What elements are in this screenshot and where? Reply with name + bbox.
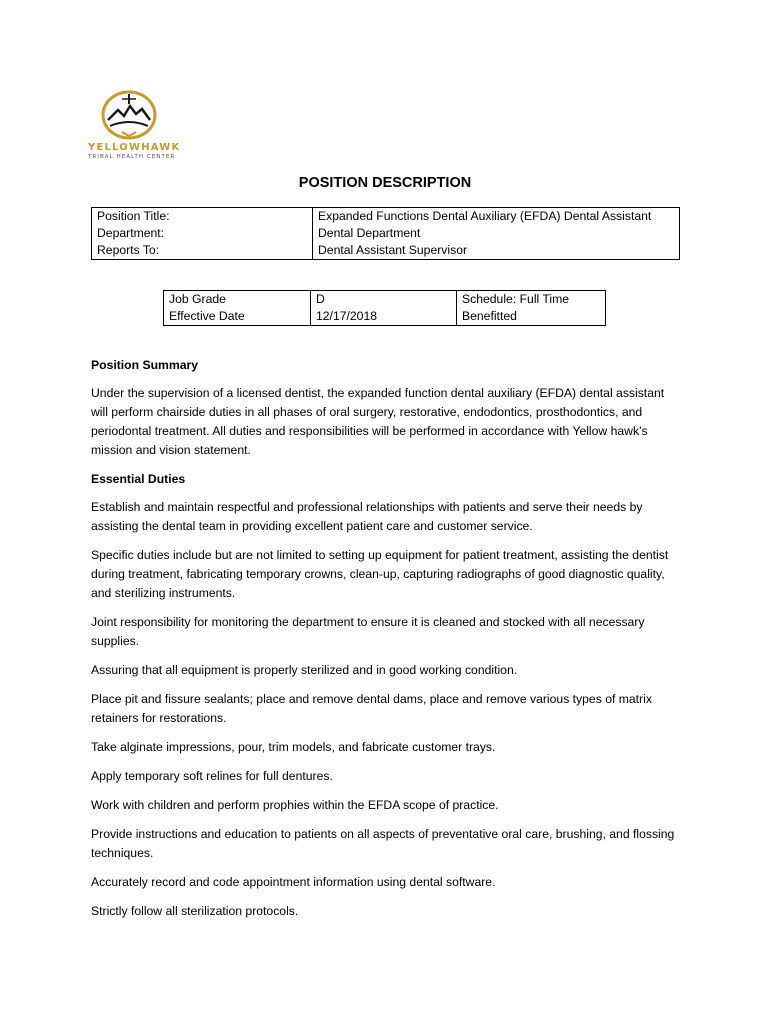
position-title-label: Position Title: bbox=[92, 208, 313, 226]
yellowhawk-logo bbox=[86, 90, 181, 162]
effective-date-label: Effective Date bbox=[164, 308, 311, 326]
duty-item: Joint responsibility for monitoring the department to ensure it is cleaned and stocked with all necessary supplies. bbox=[91, 615, 645, 648]
job-grade-table bbox=[163, 290, 606, 326]
reports-to-value: Dental Assistant Supervisor bbox=[313, 242, 680, 260]
table-row bbox=[92, 208, 680, 226]
department-value: Dental Department bbox=[313, 225, 680, 242]
table-row bbox=[164, 308, 606, 326]
benefits-value: Benefitted bbox=[457, 308, 606, 326]
effective-date-value: 12/17/2018 bbox=[311, 308, 457, 326]
summary-text: Under the supervision of a licensed dentist, the expanded function dental auxiliary (EFDA) dental assistant will perform chairside duties in all phases of oral surgery, restorative, endodontics, prosthodontics, and periodontal treatment. All duties and responsibilities will be performed in accordance with Yellow hawk’s mission and vision statement. bbox=[91, 386, 665, 457]
table-row bbox=[164, 291, 606, 309]
logo-name: YELLOWHAWK bbox=[88, 142, 181, 153]
duty-item: Take alginate impressions, pour, trim models, and fabricate customer trays. bbox=[91, 740, 496, 754]
summary-heading: Position Summary bbox=[91, 358, 199, 372]
duties-heading: Essential Duties bbox=[91, 472, 186, 486]
duty-item: Work with children and perform prophies within the EFDA scope of practice. bbox=[91, 798, 499, 812]
duty-item: Specific duties include but are not limited to setting up equipment for patient treatment, assisting the dentist during treatment, fabricating temporary crowns, clean-up, capturing radiographs of good diagnostic quality, and sterilizing instruments. bbox=[91, 548, 669, 600]
duty-item: Place pit and fissure sealants; place and remove dental dams, place and remove various types of matrix retainers for restorations. bbox=[91, 692, 652, 725]
duty-item: Accurately record and code appointment information using dental software. bbox=[91, 875, 496, 889]
reports-to-label: Reports To: bbox=[92, 242, 313, 260]
table-row bbox=[92, 242, 680, 260]
logo-subtitle: TRIBAL HEALTH CENTER bbox=[88, 154, 176, 160]
position-info-table bbox=[91, 207, 680, 260]
job-grade-label: Job Grade bbox=[164, 291, 311, 309]
duty-item: Provide instructions and education to patients on all aspects of preventative oral care, brushing, and flossing techniques. bbox=[91, 827, 675, 860]
duty-item: Strictly follow all sterilization protocols. bbox=[91, 904, 299, 918]
department-label: Department: bbox=[92, 225, 313, 242]
document-body bbox=[91, 356, 681, 931]
table-row bbox=[92, 225, 680, 242]
page-title: POSITION DESCRIPTION bbox=[298, 175, 472, 191]
job-grade-value: D bbox=[311, 291, 457, 309]
duty-item: Establish and maintain respectful and professional relationships with patients and serve their needs by assisting the dental team in providing excellent patient care and customer service. bbox=[91, 500, 643, 533]
schedule-value: Schedule: Full Time bbox=[457, 291, 606, 309]
position-title-value: Expanded Functions Dental Auxiliary (EFDA) Dental Assistant bbox=[313, 208, 680, 226]
duty-item: Apply temporary soft relines for full dentures. bbox=[91, 769, 333, 783]
hawk-emblem-icon bbox=[100, 90, 158, 140]
duty-item: Assuring that all equipment is properly sterilized and in good working condition. bbox=[91, 663, 518, 677]
